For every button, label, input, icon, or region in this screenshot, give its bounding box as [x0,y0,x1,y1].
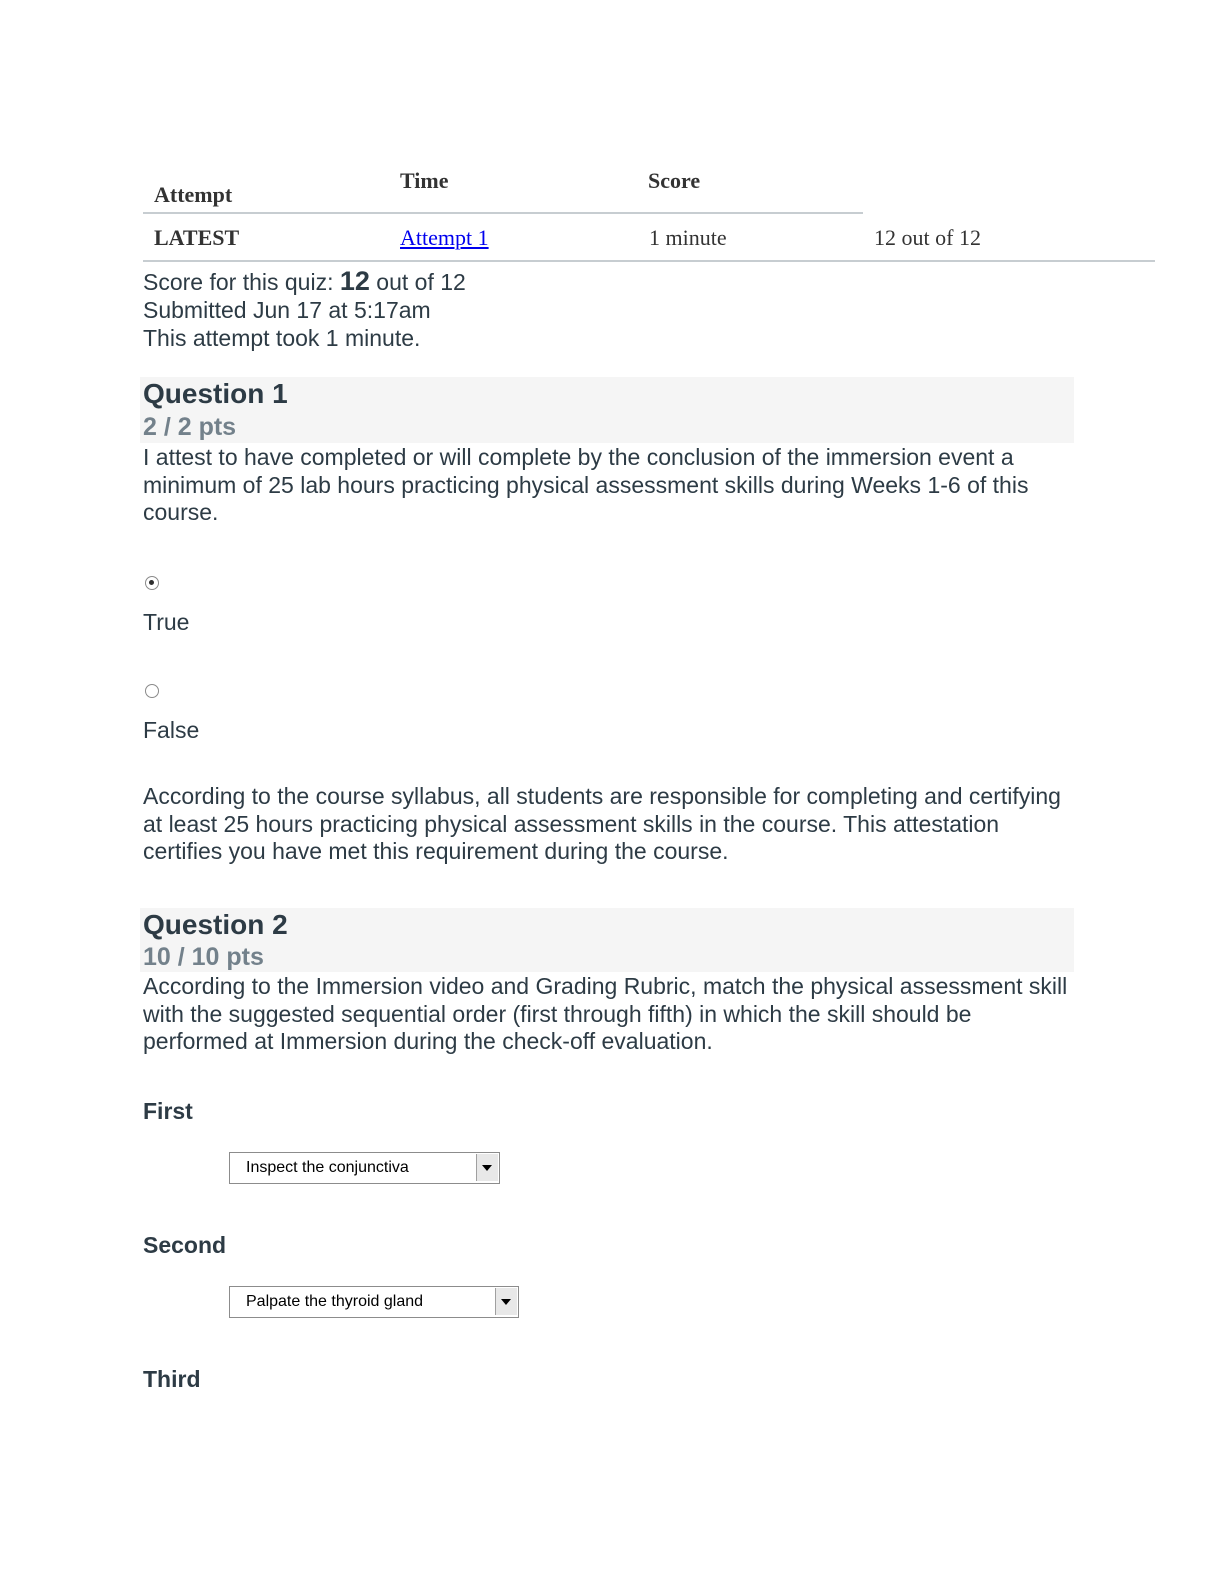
match-second-label: Second [143,1232,227,1258]
chevron-down-icon[interactable] [476,1154,498,1181]
match-second-dropdown[interactable] [229,1286,519,1318]
match-second-selected: Palpate the thyroid gland [246,1293,424,1310]
question-2-points: 10 / 10 pts [143,943,264,971]
header-attempt: Attempt [154,182,233,207]
quiz-score-line [143,267,466,296]
question-2-text: According to the Immersion video and Grading Rubric, match the physical assessment skill with the suggested sequential order (first through fifth) in which the skill should be performed at Immersion during the check-off evaluation. [143,973,1068,1054]
question-1-points: 2 / 2 pts [143,413,237,441]
match-first-selected: Inspect the conjunctiva [246,1159,409,1176]
question-2-header [140,908,1074,972]
answer-true-label: True [143,609,190,635]
score-value: 12 [339,266,370,296]
attempt-score: 12 out of 12 [874,225,981,250]
score-suffix: out of 12 [369,269,466,295]
answer-false-radio[interactable] [145,684,159,698]
match-first-label: First [143,1098,193,1124]
question-2-title: Question 2 [143,909,288,940]
attempt-time: 1 minute [649,225,727,250]
question-1-text: I attest to have completed or will complete by the conclusion of the immersion event a minimum of 25 lab hours practicing physical assessment skills during Weeks 1-6 of this course. [143,444,1029,525]
submitted-time: Submitted Jun 17 at 5:17am [143,297,431,323]
question-1-comment: According to the course syllabus, all students are responsible for completing and certifying at least 25 hours practicing physical assessment skills in the course. This attestation certifies you have met this requirement during the course. [143,783,1061,864]
table-header-divider [143,212,863,214]
question-1-title: Question 1 [143,378,288,409]
match-first-dropdown[interactable] [229,1152,500,1184]
attempt-duration: This attempt took 1 minute. [143,325,421,351]
header-score: Score [648,168,701,193]
attempt-1-link[interactable]: Attempt 1 [400,225,489,250]
match-third-label: Third [143,1366,201,1392]
score-prefix: Score for this quiz: [143,269,340,295]
chevron-down-icon[interactable] [495,1288,517,1315]
table-bottom-divider [143,260,1155,262]
answer-true-radio[interactable] [145,576,159,590]
answer-false-label: False [143,717,200,743]
question-1-header [140,377,1074,443]
attempt-latest-label: LATEST [154,225,240,250]
header-time: Time [400,168,449,193]
